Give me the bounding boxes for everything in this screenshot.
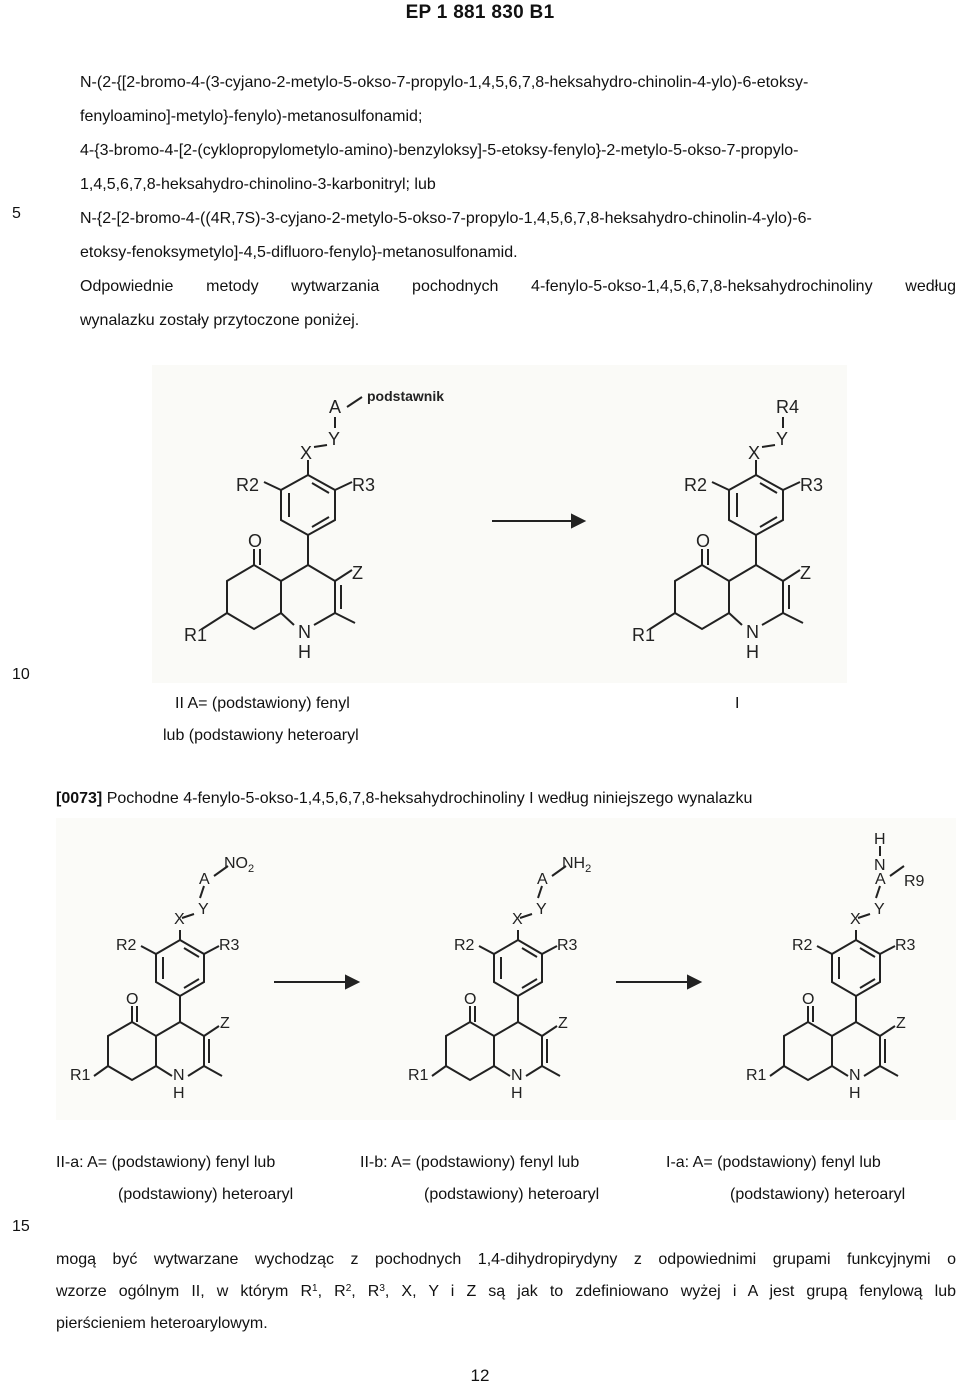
atom-R9: R9 [904, 873, 925, 890]
atom-N-amide: N [874, 857, 886, 874]
atom-X-right: X [748, 443, 761, 463]
methods-paragraph-line-1: Odpowiednie metody wytwarzania pochodnych 4-fenylo-5-okso-1,4,5,6,7,8-heksahydrochinoliny według [80, 278, 956, 295]
closing-paragraph [56, 1244, 956, 1340]
atom-R3-IIb: R3 [557, 937, 578, 954]
methods-paragraph-line-2: wynalazku zostały przytoczone poniżej. [80, 312, 360, 329]
atom-N-left: N [298, 622, 311, 642]
atom-R1-IIa: R1 [70, 1067, 91, 1084]
atom-O-IIa: O [126, 991, 139, 1008]
atom-R1-Ia: R1 [746, 1067, 767, 1084]
caption-IIa-line-2: (podstawiony) heteroaryl [118, 1186, 294, 1203]
atom-R1-IIb: R1 [408, 1067, 429, 1084]
atom-O-right: O [696, 531, 711, 551]
paragraph-ref: [0073] [56, 790, 103, 807]
atom-N-IIa: N [173, 1067, 185, 1084]
atom-H-IIa: H [173, 1085, 185, 1102]
compound-1-line-2: fenyloamino]-metylo}-fenylo)-metanosulfonamid; [80, 108, 423, 125]
molecule-IIb [432, 866, 566, 1080]
compound-2-line-2: 1,4,5,6,7,8-heksahydro-chinolino-3-karbonitryl; lub [80, 176, 436, 193]
atom-N-IIb: N [511, 1067, 523, 1084]
atom-R2-IIa: R2 [116, 937, 137, 954]
substituent-label: podstawnik [367, 388, 445, 404]
closing-line-2: wzorze ogólnym II, w którym $R^1$, $R^2$, $R^3$, X, Y i Z są jak to zdefiniowano wyżej i A jest grupą fenylową lub [56, 1283, 957, 1300]
atom-X-Ia: X [850, 911, 861, 928]
atom-N-right: N [746, 622, 759, 642]
scheme-1-svg [152, 365, 847, 683]
atom-R2-IIb: R2 [454, 937, 475, 954]
atom-R3-left: R3 [352, 475, 376, 495]
atom-Y-IIa: Y [198, 901, 209, 918]
line-number-5: 5 [12, 205, 21, 222]
atom-Y-right: Y [776, 429, 789, 449]
atom-O-Ia: O [802, 991, 815, 1008]
amino-group: $NH_2$ [562, 855, 592, 875]
page-number: 12 [470, 1366, 490, 1385]
atom-R1-left: R1 [184, 625, 208, 645]
atom-O-left: O [248, 531, 263, 551]
atom-A-IIb: A [537, 871, 548, 888]
caption-IIb-line-1: II-b: A= (podstawiony) fenyl lub [360, 1154, 580, 1171]
atom-Z-IIa: Z [220, 1015, 230, 1032]
atom-Y-left: Y [328, 429, 341, 449]
atom-R3-Ia: R3 [895, 937, 916, 954]
closing-line-3: pierścieniem heteroarylowym. [56, 1315, 268, 1332]
atom-H-left: H [298, 642, 311, 662]
atom-H-Ia: H [849, 1085, 861, 1102]
caption-left-line-1: II A= (podstawiony) fenyl [175, 695, 350, 712]
compound-list [80, 66, 956, 338]
scheme-1-caption-right: I [735, 695, 740, 712]
atom-Z-right: Z [800, 563, 811, 583]
atom-R3-IIa: R3 [219, 937, 240, 954]
atom-Z-Ia: Z [896, 1015, 906, 1032]
paragraph-text: Pochodne 4-fenylo-5-okso-1,4,5,6,7,8-heksahydrochinoliny I według niniejszego wynalazku [106, 790, 753, 807]
caption-left-line-2: lub (podstawiony heteroaryl [163, 727, 359, 744]
reaction-scheme-2 [56, 818, 956, 1120]
caption-IIa-line-1: II-a: A= (podstawiony) fenyl lub [56, 1154, 276, 1171]
atom-H-amide: H [874, 831, 886, 848]
atom-H-right: H [746, 642, 759, 662]
closing-line-1: mogą być wytwarzane wychodząc z pochodnych 1,4-dihydropirydyny z odpowiednimi grupami funkcyjnymi o [56, 1251, 956, 1268]
atom-R2-right: R2 [684, 475, 708, 495]
line-number-10: 10 [12, 666, 30, 683]
nitro-group: $NO_2$ [224, 855, 255, 875]
caption-Ia-line-1: I-a: A= (podstawiony) fenyl lub [666, 1154, 881, 1171]
compound-3-line-2: etoksy-fenoksymetylo]-4,5-difluoro-fenylo}-metanosulfonamid. [80, 244, 518, 261]
compound-2-line-1: 4-{3-bromo-4-[2-(cyklopropylometylo-amino)-benzyloksy]-5-etoksy-fenylo}-2-metylo-5-okso-7-propylo- [80, 142, 799, 159]
caption-IIb-line-2: (podstawiony) heteroaryl [424, 1186, 600, 1203]
atom-X-IIb: X [512, 911, 523, 928]
atom-R3-right: R3 [800, 475, 824, 495]
atom-Z-IIb: Z [558, 1015, 568, 1032]
caption-Ia-line-2: (podstawiony) heteroaryl [730, 1186, 906, 1203]
atom-R1-right: R1 [632, 625, 656, 645]
atom-Z-left: Z [352, 563, 363, 583]
molecule-IIa [94, 866, 228, 1080]
reaction-scheme-1 [152, 365, 847, 683]
atom-Y-IIb: Y [536, 901, 547, 918]
paragraph-0073 [56, 790, 752, 808]
atom-N-Ia: N [849, 1067, 861, 1084]
atom-X-IIa: X [174, 911, 185, 928]
compound-1-line-1: N-(2-{[2-bromo-4-(3-cyjano-2-metylo-5-okso-7-propylo-1,4,5,6,7,8-heksahydro-chinolin-4-ylo)-6-etoksy- [80, 74, 809, 91]
line-number-15: 15 [12, 1218, 30, 1235]
patent-header: EP 1 881 830 B1 [405, 2, 555, 23]
compound-3-line-1: N-{2-[2-bromo-4-((4R,7S)-3-cyjano-2-metylo-5-okso-7-propylo-1,4,5,6,7,8-heksahydro-chinolin-4-ylo)-6- [80, 210, 812, 227]
atom-A-IIa: A [199, 871, 210, 888]
atom-A: A [329, 397, 342, 417]
atom-X-left: X [300, 443, 313, 463]
atom-R2-Ia: R2 [792, 937, 813, 954]
atom-Y-Ia: Y [874, 901, 885, 918]
atom-R4-right: R4 [776, 397, 800, 417]
scheme-2-svg [56, 818, 956, 1120]
atom-R2-left: R2 [236, 475, 260, 495]
atom-H-IIb: H [511, 1085, 523, 1102]
scheme-1-caption-left [175, 688, 350, 720]
atom-A-Ia: A [875, 871, 886, 888]
atom-O-IIb: O [464, 991, 477, 1008]
